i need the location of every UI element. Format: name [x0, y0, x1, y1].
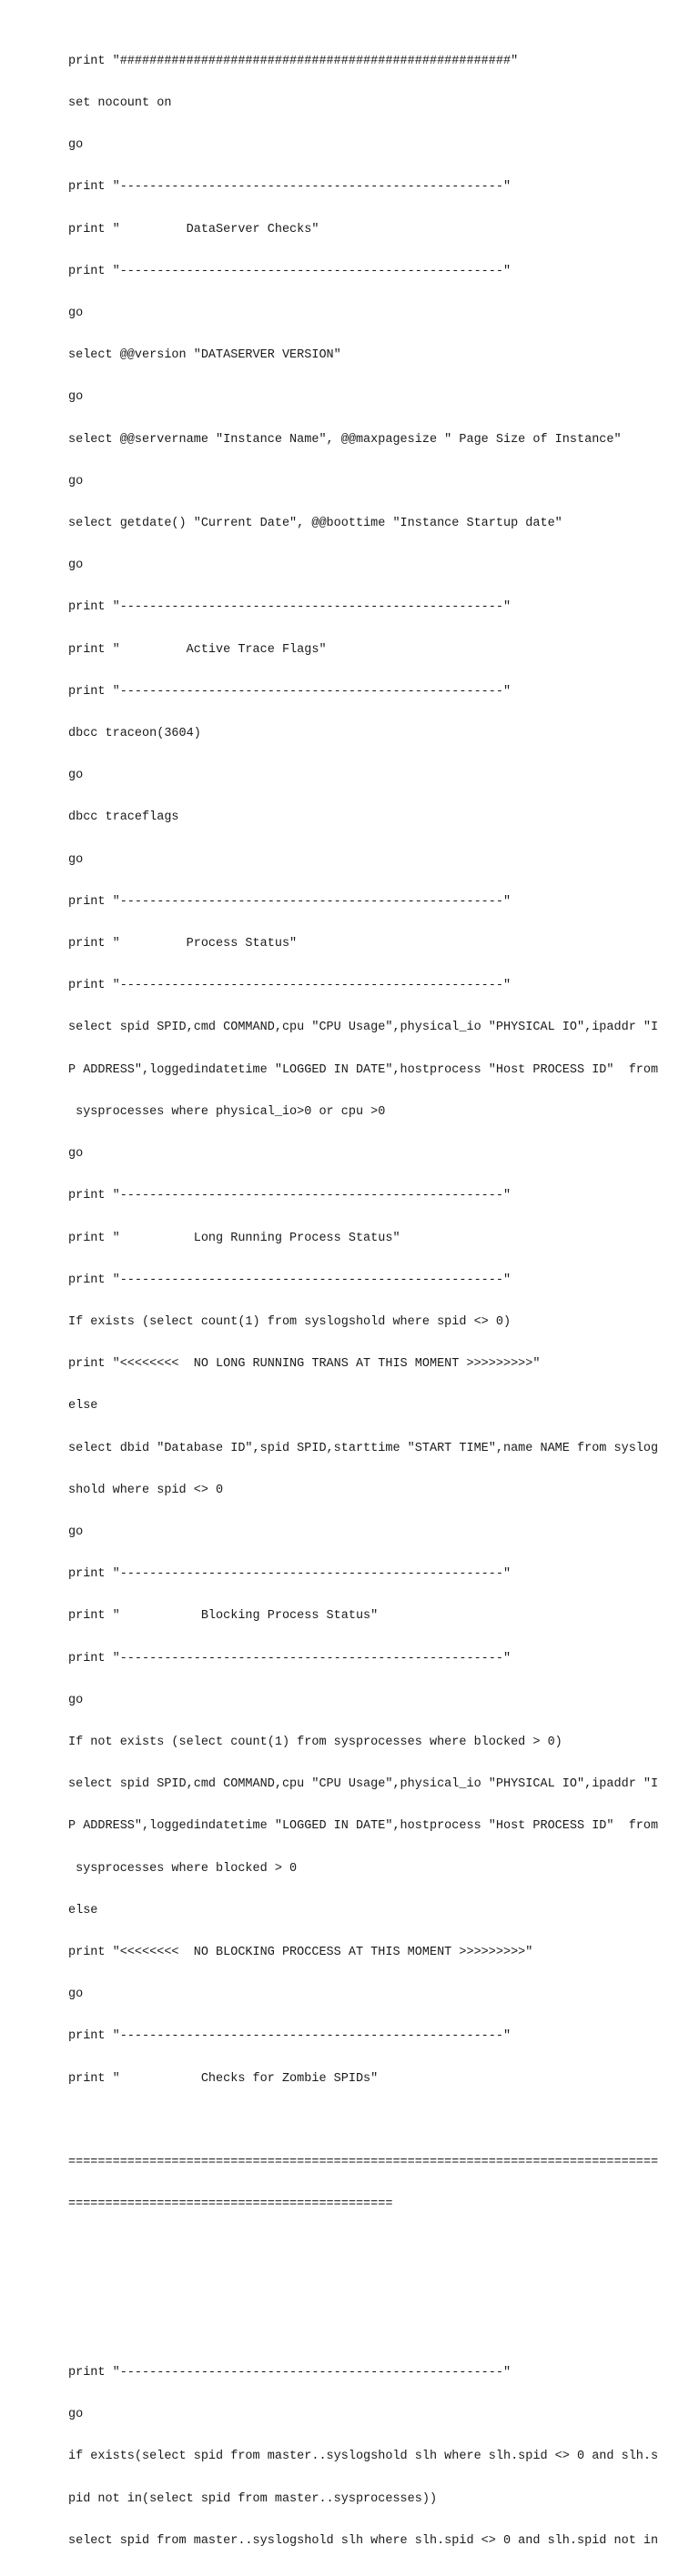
code-line: dbcc traceflags — [68, 810, 179, 825]
code-line: else — [68, 1903, 98, 1917]
sql-script-body — [68, 26, 658, 2576]
code-line: go — [68, 2408, 84, 2422]
blank-line — [68, 2239, 658, 2253]
code-line: print "----------------------------------------------------" — [68, 1567, 512, 1582]
code-line: print "----------------------------------------------------" — [68, 180, 512, 195]
code-line: print "----------------------------------------------------" — [68, 2029, 512, 2044]
code-line: go — [68, 138, 84, 153]
code-line: print "----------------------------------------------------" — [68, 894, 512, 909]
separator-line: ============================================ — [68, 2198, 393, 2212]
section-heading-blocking-process-status: print " Blocking Process Status" — [68, 1609, 379, 1624]
code-line: select @@version "DATASERVER VERSION" — [68, 348, 341, 363]
code-line: select spid from master..syslogshold slh where slh.spid <> 0 and slh.spid not in — [68, 2533, 659, 2548]
code-line: select spid SPID,cmd COMMAND,cpu "CPU Usage",physical_io "PHYSICAL IO",ipaddr "I — [68, 1021, 659, 1035]
blank-line — [68, 2282, 658, 2296]
code-line: P ADDRESS",loggedindatetime "LOGGED IN DATE",hostprocess "Host PROCESS ID" from — [68, 1819, 659, 1834]
code-line: dbcc traceon(3604) — [68, 727, 201, 741]
code-line: print "----------------------------------------------------" — [68, 1273, 512, 1287]
code-line: P ADDRESS",loggedindatetime "LOGGED IN DATE",hostprocess "Host PROCESS ID" from — [68, 1062, 659, 1077]
code-line: select dbid "Database ID",spid SPID,starttime "START TIME",name NAME from syslog — [68, 1441, 659, 1455]
code-line: go — [68, 474, 84, 488]
code-line: sysprocesses where physical_io>0 or cpu >0 — [68, 1104, 386, 1119]
section-heading-dataserver-checks: print " DataServer Checks" — [68, 222, 319, 236]
separator-line: ================================================================================ — [68, 2155, 659, 2169]
code-line: go — [68, 558, 84, 573]
code-line: print "----------------------------------------------------" — [68, 600, 512, 615]
code-line: print "----------------------------------------------------" — [68, 979, 512, 993]
blank-line — [68, 2324, 658, 2338]
section-heading-zombie-spids: print " Checks for Zombie SPIDs" — [68, 2071, 379, 2086]
code-line: go — [68, 1524, 84, 1539]
section-heading-process-status: print " Process Status" — [68, 937, 298, 951]
code-line: sysprocesses where blocked > 0 — [68, 1861, 298, 1876]
code-line: else — [68, 1399, 98, 1414]
code-line: print "----------------------------------------------------" — [68, 1651, 512, 1665]
code-line: print "<<<<<<<< NO BLOCKING PROCCESS AT THIS MOMENT >>>>>>>>>" — [68, 1945, 533, 1959]
code-line: print "----------------------------------------------------" — [68, 2365, 512, 2380]
section-heading-long-running-process-status: print " Long Running Process Status" — [68, 1231, 400, 1245]
code-line: If not exists (select count(1) from sysprocesses where blocked > 0) — [68, 1735, 562, 1749]
code-line: set nocount on — [68, 96, 172, 111]
code-line: select getdate() "Current Date", @@boottime "Instance Startup date" — [68, 517, 562, 531]
code-line: go — [68, 307, 84, 321]
blank-line — [68, 2114, 658, 2128]
code-line: shold where spid <> 0 — [68, 1483, 224, 1497]
code-line: print "<<<<<<<< NO LONG RUNNING TRANS AT THIS MOMENT >>>>>>>>>" — [68, 1357, 541, 1372]
code-line: go — [68, 852, 84, 867]
code-line: go — [68, 1693, 84, 1707]
code-line: if exists(select spid from master..syslogshold slh where slh.spid <> 0 and slh.s — [68, 2450, 659, 2464]
code-line: pid not in(select spid from master..sysprocesses)) — [68, 2491, 438, 2506]
code-line: select @@servername "Instance Name", @@maxpagesize " Page Size of Instance" — [68, 432, 622, 447]
code-line: select spid SPID,cmd COMMAND,cpu "CPU Usage",physical_io "PHYSICAL IO",ipaddr "I — [68, 1777, 659, 1792]
code-line: print "#####################################################" — [68, 54, 519, 68]
code-line: go — [68, 390, 84, 405]
code-line: print "----------------------------------------------------" — [68, 264, 512, 278]
code-line: print "----------------------------------------------------" — [68, 684, 512, 699]
code-line: If exists (select count(1) from syslogshold where spid <> 0) — [68, 1314, 512, 1329]
code-line: print "----------------------------------------------------" — [68, 1189, 512, 1203]
section-heading-active-trace-flags: print " Active Trace Flags" — [68, 642, 327, 657]
code-line: go — [68, 769, 84, 783]
code-line: go — [68, 1987, 84, 2002]
code-line: go — [68, 1147, 84, 1162]
